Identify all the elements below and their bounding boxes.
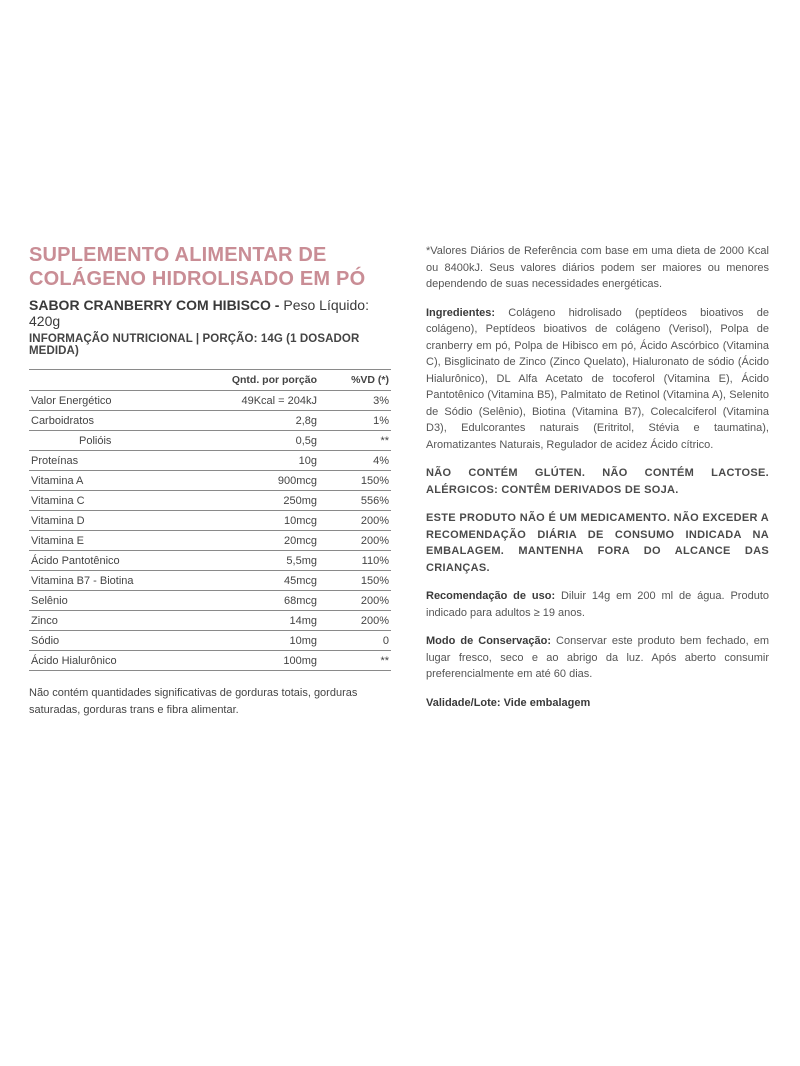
nutrient-name: Selênio: [29, 591, 207, 611]
nutrition-footnote: Não contém quantidades significativas de gorduras totais, gorduras saturadas, gorduras trans e fibra alimentar.: [29, 687, 358, 716]
warning-notice: ESTE PRODUTO NÃO É UM MEDICAMENTO. NÃO EXCEDER A RECOMENDAÇÃO DIÁRIA DE CONSUMO INDICADA NA EMBALAGEM. MANTENHA FORA DO ALCANCE DAS CRIANÇAS.: [426, 512, 769, 574]
storage-paragraph: [426, 633, 769, 683]
nutrient-qty: 45mcg: [207, 571, 319, 591]
allergens-notice: NÃO CONTÉM GLÚTEN. NÃO CONTÉM LACTOSE. ALÉRGICOS: CONTÊM DERIVADOS DE SOJA.: [426, 467, 769, 496]
usage-text: Diluir 14g em 200 ml de água. Produto indicado para adultos ≥ 19 anos.: [426, 590, 769, 619]
nutrient-name: Ácido Pantotênico: [29, 551, 207, 571]
table-row: [29, 411, 391, 431]
nutrient-vd: 3%: [319, 391, 391, 411]
nutrient-name: Valor Energético: [29, 391, 207, 411]
nutrient-qty: 68mcg: [207, 591, 319, 611]
nutrition-column: [29, 243, 391, 719]
nutrient-vd: 556%: [319, 491, 391, 511]
table-row: [29, 451, 391, 471]
nutrient-vd: 200%: [319, 531, 391, 551]
table-row: [29, 391, 391, 411]
table-row: [29, 431, 391, 451]
nutrient-qty: 14mg: [207, 611, 319, 631]
nutrient-name: Carboidratos: [29, 411, 207, 431]
nutrient-qty: 10g: [207, 451, 319, 471]
nutrient-name: Vitamina D: [29, 511, 207, 531]
nutrient-name: Vitamina B7 - Biotina: [29, 571, 207, 591]
storage-text: Conservar este produto bem fechado, em lugar fresco, seco e ao abrigo da luz. Após aberto consumir preferencialmente em até 60 dias.: [426, 635, 769, 680]
net-weight: Peso Líquido: 420g: [29, 297, 369, 329]
table-row: [29, 571, 391, 591]
nutrient-qty: 250mg: [207, 491, 319, 511]
daily-values-note: *Valores Diários de Referência com base em uma dieta de 2000 Kcal ou 8400kJ. Seus valores diários podem ser maiores ou menores dependendo de suas necessidades energéticas.: [426, 245, 769, 290]
nutrient-vd: 150%: [319, 471, 391, 491]
usage-paragraph: [426, 588, 769, 621]
title-line-1: SUPLEMENTO ALIMENTAR DE: [29, 244, 327, 266]
validity-line: Validade/Lote: Vide embalagem: [426, 696, 591, 709]
nutrient-qty: 900mcg: [207, 471, 319, 491]
ingredients-text: Colágeno hidrolisado (peptídeos bioativos de colágeno), Peptídeos bioativos de colágeno (Verisol), Polpa de cranberry em pó, Polpa de Hibisco em pó, Ácido Ascórbico (Vitamina C), Bisglicinato de Zinco (Zinco Quelato), Hialuronato de sódio (Ácido Hialurônico), DL Alfa Acetato de tocoferol (Vitamina E), Ácido Pantotênico (Vitamina B5), Palmitato de Retinol (Vitamina A), Selenito de Sódio (Selênio), Biotina (Vitamina B7), Colecalciferol (Vitamina D3), Edulcorantes naturais (Eritritol, Stévia e taumatina), Aromatizantes Naturais, Regulador de acidez Ácido cítrico.: [426, 306, 769, 451]
flavor-line: [29, 297, 391, 329]
storage-label: Modo de Conservação:: [426, 635, 551, 647]
table-row: [29, 471, 391, 491]
nutrition-table-body: [29, 391, 391, 671]
nutrient-qty: 5,5mg: [207, 551, 319, 571]
nutrition-table: [29, 369, 391, 671]
flavor-name: SABOR CRANBERRY COM HIBISCO: [29, 297, 271, 313]
table-row: [29, 531, 391, 551]
header-blank: [29, 370, 207, 391]
nutrient-name: Vitamina C: [29, 491, 207, 511]
nutrient-name: Proteínas: [29, 451, 207, 471]
header-vd: %VD (*): [319, 370, 391, 391]
ingredients-paragraph: [426, 305, 769, 454]
nutrient-vd: 4%: [319, 451, 391, 471]
flavor-separator: -: [270, 297, 284, 313]
title-line-2: COLÁGENO HIDROLISADO EM PÓ: [29, 268, 366, 290]
nutrient-vd: 200%: [319, 611, 391, 631]
nutrient-vd: 1%: [319, 411, 391, 431]
nutrient-qty: 20mcg: [207, 531, 319, 551]
nutrient-vd: 0: [319, 631, 391, 651]
nutrient-vd: 200%: [319, 591, 391, 611]
nutrient-vd: 200%: [319, 511, 391, 531]
info-column: [426, 243, 769, 723]
nutrient-name: Vitamina A: [29, 471, 207, 491]
nutrient-qty: 2,8g: [207, 411, 319, 431]
nutrient-qty: 49Kcal = 204kJ: [207, 391, 319, 411]
header-qty: Qntd. por porção: [207, 370, 319, 391]
table-row: [29, 631, 391, 651]
usage-label: Recomendação de uso:: [426, 590, 556, 602]
nutrient-qty: 10mcg: [207, 511, 319, 531]
nutrient-name: Sódio: [29, 631, 207, 651]
table-row: [29, 651, 391, 671]
table-header-row: [29, 370, 391, 391]
nutrient-qty: 0,5g: [207, 431, 319, 451]
table-row: [29, 491, 391, 511]
product-title: [29, 243, 391, 291]
table-row: [29, 611, 391, 631]
nutrient-vd: 150%: [319, 571, 391, 591]
table-row: [29, 591, 391, 611]
portion-info: INFORMAÇÃO NUTRICIONAL | PORÇÃO: 14G (1 DOSADOR MEDIDA): [29, 333, 360, 357]
table-row: [29, 511, 391, 531]
nutrient-name: Zinco: [29, 611, 207, 631]
nutrient-name: Vitamina E: [29, 531, 207, 551]
nutrient-qty: 10mg: [207, 631, 319, 651]
ingredients-label: Ingredientes:: [426, 306, 496, 319]
nutrient-vd: 110%: [319, 551, 391, 571]
nutrient-vd: **: [319, 651, 391, 671]
nutrient-name: Ácido Hialurônico: [29, 651, 207, 671]
nutrient-name: Polióis: [29, 431, 207, 451]
nutrient-qty: 100mg: [207, 651, 319, 671]
nutrient-vd: **: [319, 431, 391, 451]
table-row: [29, 551, 391, 571]
